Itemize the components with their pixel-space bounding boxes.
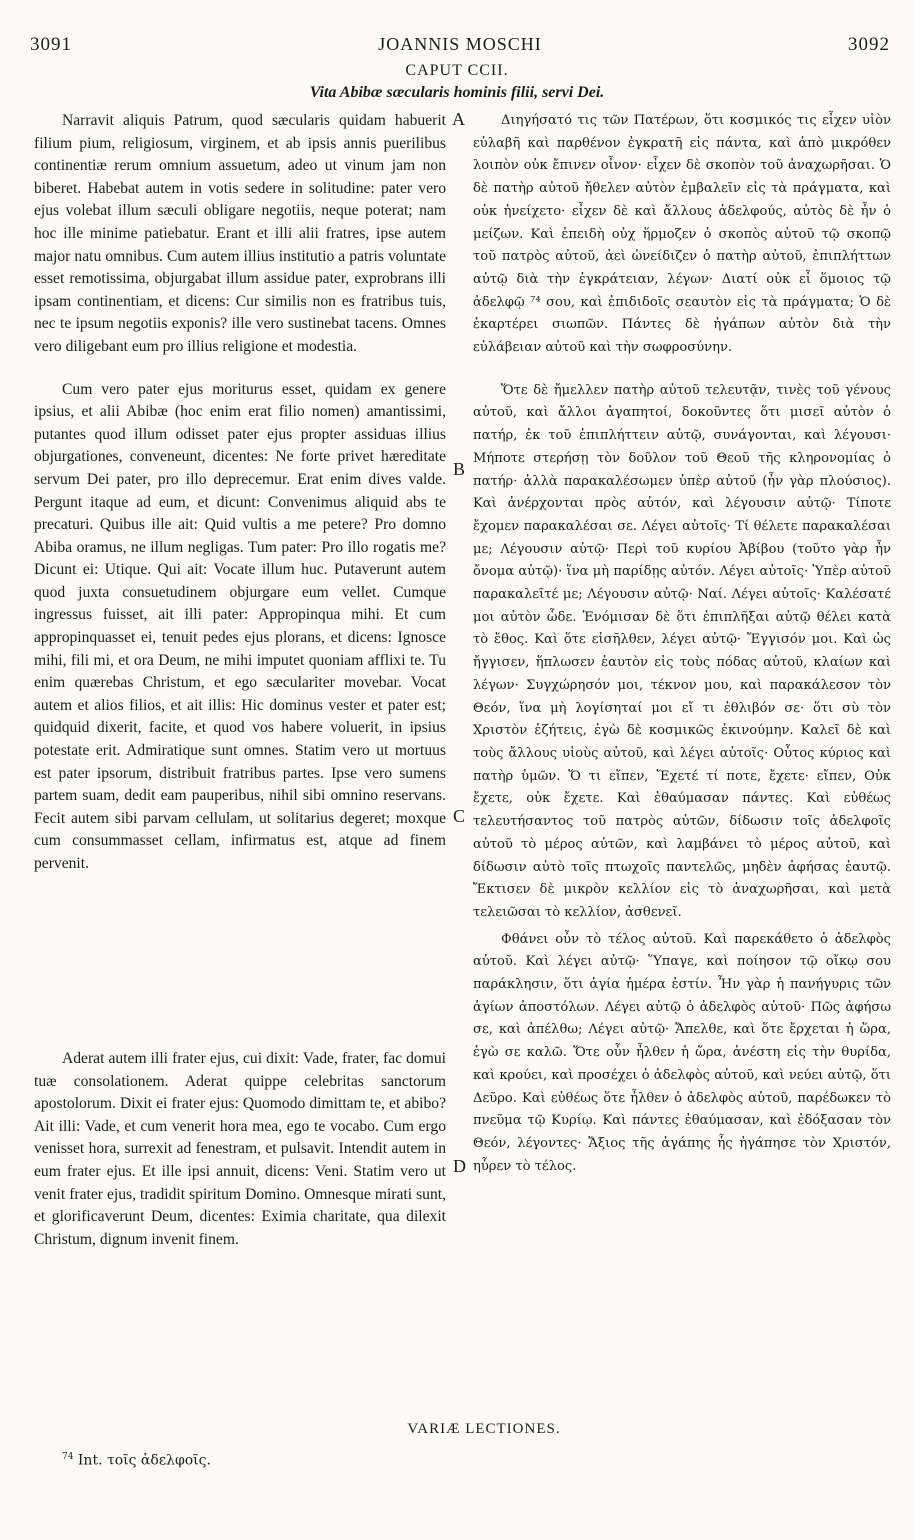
variae-lectiones-heading: VARIÆ LECTIONES. (407, 1421, 561, 1437)
latin-paragraph: Aderat autem illi frater ejus, cui dixit: Vade, frater, fac domui tuæ consolationem. Aderat quippe celebritas sanctorum apostolorum. Dixit ei frater ejus: Quomodo dimittam te, et abibo? Ait illi: Vade, et cum venerit hora mea, ego te vocabo. Cum ergo venisset hora, surrexit ad fenestram, et pulsavit. Intendit autem in eum frater ejus. Et ille ipsi annuit, dicens: Veni. Statim vero ut venit frater ejus, tradidit spiritum Domino. Omnesque mirati sunt, et glorificaverunt Deum, dicentes: Eximia charitate, qua dilexit Christum, dignum invenit finem. (34, 1050, 446, 1248)
latin-column (34, 110, 446, 1248)
section-marker-b: B (453, 459, 466, 479)
footnote-text: Int. τοῖς ἀδελφοῖς. (77, 1452, 211, 1469)
running-title: JOANNIS MOSCHI (378, 34, 542, 54)
greek-column (473, 110, 891, 1178)
section-marker-c: C (453, 806, 466, 826)
chapter-title: Vita Abibæ sæcularis hominis filii, servi Dei. (309, 84, 605, 101)
chapter-number: CAPUT CCII. (405, 62, 509, 79)
section-marker-a: A (452, 109, 465, 129)
right-column-number: 3092 (848, 34, 890, 55)
greek-paragraph: Ὅτε δὲ ἤμελλεν πατὴρ αὐτοῦ τελευτᾷν, τινὲς τοῦ γένους αὐτοῦ, καὶ ἄλλοι ἀγαπητοί, δοκοῦντες ὅτι μισεῖ αὐτὸν ὁ πατήρ, ἐκ τοῦ ἐπιπλήττειν αὐτῷ, συνάγονται, καὶ λέγουσι· Μήποτε στερήσῃ τὸν δοῦλον τοῦ Θεοῦ τῆς κληρονομίας ὁ πατήρ· ἀλλὰ παρακαλέσωμεν ὑπὲρ αὐτοῦ (ἦν γὰρ πλούσιος). Καὶ ἀνέρχονται πρὸς αὐτόν, καὶ λέγουσιν αὐτῷ· Τίποτε ἔχομεν παρακαλέσαι σε. Λέγει αὐτοῖς· Τί θέλετε παρακαλέσαι με; Λέγουσιν αὐτῷ· Περὶ τοῦ κυρίου Ἀβίβου (τοῦτο γὰρ ἦν ὄνομα αὐτῷ)· ἵνα μὴ παρίδῃς αὐτόν. Λέγει αὐτοῖς· Ὑπὲρ αὐτοῦ παρακαλεῖτέ με; Λέγουσιν αὐτῷ· Ναί. Λέγει αὐτοῖς· Καλέσατέ μοι αὐτὸν ὧδε. Ἐνόμισαν δὲ ὅτι ἐπιπλῆξαι αὐτῷ θέλει κατὰ τὸ ἔθος. Καὶ ὅτε εἰσῆλθεν, λέγει αὐτῷ· Ἔγγισόν μοι. Καὶ ὡς ἤγγισεν, ἥπλωσεν ἑαυτὸν εἰς τοὺς πόδας αὐτοῦ, κλαίων καὶ λέγων· Συγχώρησόν μοι, τέκνον μου, καὶ παρακάλεσον τὸν Θεόν, ἵνα μὴ λογίσηταί μοι εἴ τι ἐθλιβόν σε· ὅτι σὺ τὸν Χριστὸν ἐζήτεις, ἐγὼ δὲ κοσμικῶς ἐκινούμην. Καλεῖ δὲ καὶ τοὺς ἄλλους υἱοὺς αὐτοῦ, καὶ λέγει αὐτοῖς· Οὗτος κύριος καὶ πατὴρ ὑμῶν. Ὅ τι εἴπεν, Ἔχετέ τί ποτε, ἔχετε· εἴπεν, Οὐκ ἔχετε, οὐκ ἔχετε. Καὶ ἐθαύμασαν πάντες. Καὶ εὐθέως τελευτήσαντος τοῦ πατρὸς αὐτῶν, δίδωσιν τοῖς ἀδελφοῖς αὐτοῦ τὸ μέρος αὐτῶν, καὶ λαμβάνει τὸ μέρος αὐτοῦ, καὶ δίδωσιν αὐτὸ τοῖς πτωχοῖς παντελῶς, μηδὲν ἀφήσας ἑαυτῷ. Ἔκτισεν δὲ μικρὸν κελλίον εἰς τὸ ἀναχωρῆσαι, καὶ μετὰ τελειῶσαι τὸ κελλίον, ἀσθενεῖ. (473, 382, 891, 920)
footnote (62, 1452, 211, 1469)
section-marker-d: D (453, 1156, 466, 1176)
latin-paragraph: Narravit aliquis Patrum, quod sæcularis quidam habuerit filium pium, religiosum, virginem, et ab ipsis annis puerilibus continentiæ rerum omnium assuetum, adeo ut vinum jam non biberet. Habebat autem in votis sedere in solitudine: pater vero ejus volebat illum sæculi obligare negotiis, neque poterat; nam hoc ille minime patiebatur. Erant et illi alii fratres, ipse autem major natu omnibus. Cum autem illius institutio a patris voluntate esset remotissima, objurgabat illum assidue pater, exprobrans illi ipsam continentiam, et dicens: Cur similis non es fratribus tuis, nec te ipsum negotiis exponis? ille vero sustinebat tacens. Omnes vero diligebant eum pro illius religione et modestia. (34, 112, 446, 355)
left-column-number: 3091 (30, 34, 72, 55)
latin-paragraph: Cum vero pater ejus moriturus esset, quidam ex genere ipsius, et alii Abibæ (hoc enim erat filio nomen) amantissimi, putantes quod illum odisset pater ejus propter assiduas illius objurgationes, conveneunt, dicentes: Ne forte privet hæreditate servum Dei pater, pro illo deprecemur. Erat enim dives valde. Pergunt itaque ad eum, et dicunt: Convenimus aliquid abs te precaturi. Quibus ille ait: Quid vultis a me petere? Pro domno Abiba oramus, ne illum negligas. Tum pater: Pro illo rogatis me? Dicunt ei: Utique. Qui ait: Vocate illum huc. Putaverunt autem quod juxta consuetudinem objurgare eum vellet. Cumque ingressus fuisset, ait illi pater: Appropinqua mihi. Et cum appropinquasset ei, tenuit pedes ejus plorans, et dicens: Ignosce mihi, fili mi, et ora Deum, ne mihi imputet quoniam afflixi te. Tu enim quærebas Christum, et ego sæculariter movebar. Vocat autem et alios filios, et ait illis: Hic dominus vester et pater est; quidquid dixerit, facite, et quod vos habere voluerit, in ipsius potestate erit. Admiratique sunt omnes. Statim vero ut mortuus est pater ipsorum, distribuit fratribus partes. Ipse vero sumens partem suam, dedit eam pauperibus, nihil sibi omnino reservans. Fecit autem sibi parvam cellulam, ut solitarius degeret; moxque cum consummasset cellam, infirmatus est, atque ad finem pervenit. (34, 380, 446, 872)
page-header (30, 34, 890, 58)
footnote-number: 74 (62, 1452, 74, 1462)
greek-paragraph: Φθάνει οὖν τὸ τέλος αὐτοῦ. Καὶ παρεκάθετο ὁ ἀδελφὸς αὐτοῦ. Καὶ λέγει αὐτῷ· Ὕπαγε, καὶ ποίησον τῷ οἴκῳ σου παράκλησιν, ὅτι ἁγία ἡμέρα ἐστίν. Ἦν γὰρ ἡ πανήγυρις τῶν ἁγίων ἀποστόλων. Λέγει αὐτῷ ὁ ἀδελφὸς αὐτοῦ· Πῶς ἀφήσω σε, καὶ ἀπέλθω; Λέγει αὐτῷ· Ἄπελθε, καὶ ὅτε ἔρχεται ἡ ὥρα, ἐγὼ σε καλῶ. Ὅτε οὖν ἦλθεν ἡ ὥρα, ἀνέστη εἰς τὴν θυρίδα, καὶ κρούει, καὶ προσέχει ὁ ἀδελφὸς αὐτοῦ, καὶ νεύει αὐτῷ, ὅτι Δεῦρο. Καὶ εὐθέως ὅτε ἦλθεν ὁ ἀδελφὸς αὐτοῦ, παρέδωκεν τὸ πνεῦμα τῷ Κυρίῳ. Καὶ πάντες ἐθαύμασαν, καὶ ἐδόξασαν τὸν Θεόν, λέγοντες· Ἄξιος τῆς ἀγάπης ἧς ἠγάπησε τὸν Χριστόν, ηὗρεν τὸ τέλος. (473, 931, 891, 1174)
greek-paragraph: Διηγήσατό τις τῶν Πατέρων, ὅτι κοσμικός τις εἶχεν υἱὸν εὐλαβῆ καὶ παρθένον ἐγκρατῆ εἰς πάντα, καὶ ἀπὸ μικρόθεν λοιπὸν οὐκ ἔπινεν οἶνον· εἶχεν δὲ σκοπὸν τοῦ ἀναχωρῆσαι. Ὁ δὲ πατὴρ αὐτοῦ ἤθελεν αὐτὸν ἐμβαλεῖν εἰς τὰ πράγματα, καὶ οὐκ ἠνείχετο· εἶχεν δὲ καὶ ἄλλους ἀδελφούς, αὐτὸς δὲ ἦν ὁ μείζων. Καὶ ἐπειδὴ οὐχ ἥρμοζεν ὁ σκοπὸς αὐτοῦ τῷ σκοπῷ τοῦ πατρὸς αὐτοῦ, ἀεὶ ὠνείδιζεν ὁ πατὴρ αὐτοῦ, ἐπιπλήττων αὐτῷ διὰ τὴν ἐγκράτειαν, λέγων· Διατί οὐκ εἶ ὅμοιος τῷ ἀδελφῷ ⁷⁴ σου, καὶ ἐπιδιδοῖς σεαυτὸν εἰς τὰ πράγματα; Ὁ δὲ ἐκαρτέρει σιωπῶν. Πάντες δὲ ἠγάπων αὐτὸν διὰ τὴν εὐλάβειαν αὐτοῦ καὶ τὴν σωφροσύνην. (473, 113, 891, 356)
